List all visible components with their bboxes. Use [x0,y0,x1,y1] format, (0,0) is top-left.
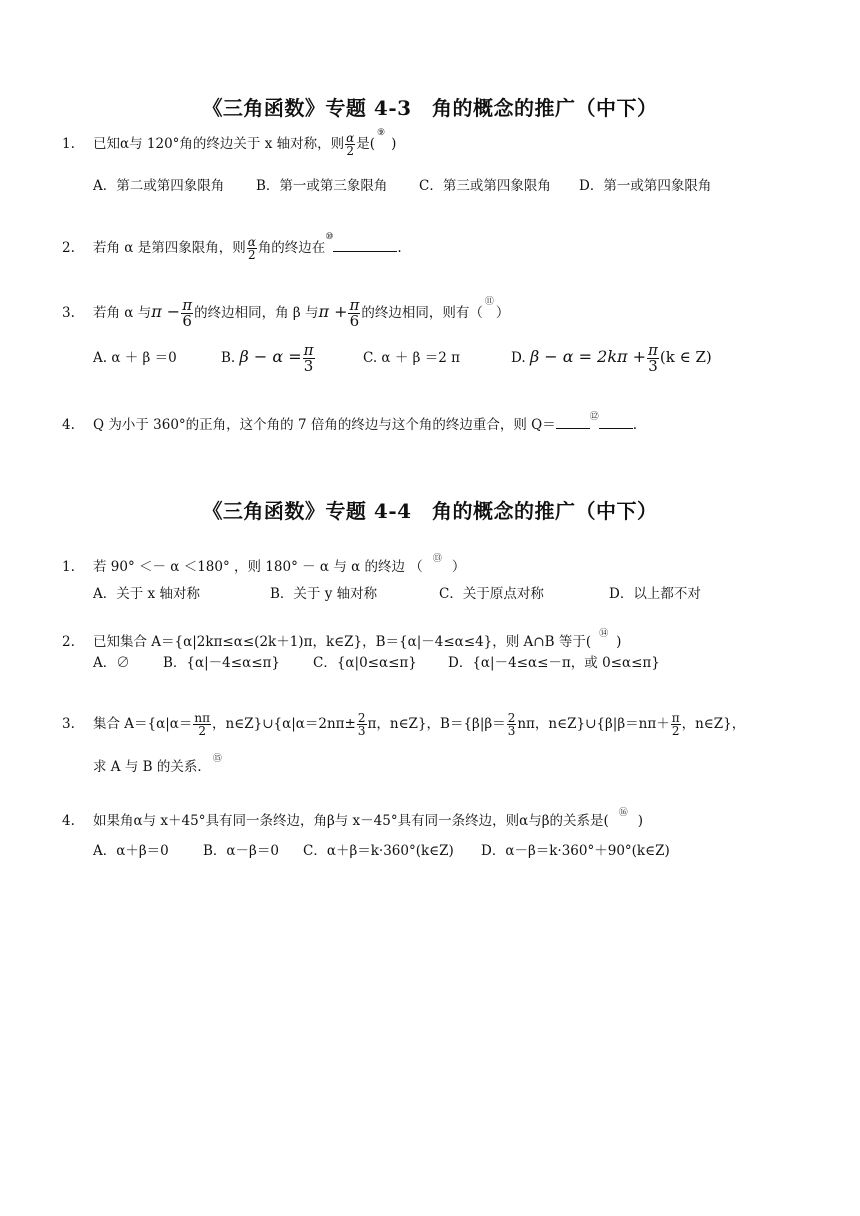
s1-question-4: 4. Q 为小于 360°的正角，这个角的 7 倍角的终边与这个角的终边重合，则 Q＝ ⑫ . [62,412,638,433]
s1-q3-options [93,343,853,374]
fraction: $\frac{2}{3}$ [357,711,366,738]
s2-question-3: 3. 集合 A＝{α|α＝ $\frac{n\pi}{2}$ ，n∈Z}∪{α|α＝2nπ± $\frac{2}{3}$ π，n∈Z}，B＝{β|β＝ $\frac{2}{3}$ nπ，n∈Z}∪{β|β＝nπ＋ $\frac{\pi}{2}$ ，n∈Z}， [62,711,746,738]
option-d: D．以上都不对 [609,586,701,602]
question-number: 3. [62,716,75,732]
fraction: $\frac{\pi}{6}$ [182,296,193,330]
question-number: 3. [62,305,75,321]
section2-title: 《三角函数》专题 4-4 角的概念的推广（中下） [202,499,658,523]
footnote-marker: ⑩ [325,232,334,242]
answer-blank[interactable] [556,416,590,429]
footnote-marker: ⑪ [484,297,494,307]
option-d: D. β − α = 2kπ + $\frac{\pi}{3}$ (k ∈ Z) [511,341,712,375]
option-b: B．关于 y 轴对称 [270,586,378,602]
option-d: D．α－β＝k·360°＋90°(k∈Z) [481,843,670,859]
s1-q1-options [93,174,853,194]
footnote-marker: ⑭ [599,629,609,639]
s1-question-1: 1. 已知α与 120°角的终边关于 x 轴对称，则 $\frac{\alpha}{2}$ 是(⑨) [62,128,397,158]
option-b: B．{α|－4≤α≤π} [163,655,280,671]
option-d: D．{α|－4≤α≤－π，或 0≤α≤π} [448,655,660,671]
option-a: A．α＋β＝0 [93,843,169,859]
question-number: 2. [62,634,75,650]
option-c: C．α＋β＝k·360°(k∈Z) [303,843,454,859]
s2-q4-options [93,839,853,859]
footnote-marker: ⑮ [212,754,222,764]
answer-blank[interactable] [333,239,397,252]
question-number: 2. [62,240,75,256]
option-c: C．{α|0≤α≤π} [313,655,417,671]
footnote-marker: ⑫ [589,412,599,422]
option-b: B．α－β＝0 [203,843,279,859]
option-c: C．关于原点对称 [439,586,544,602]
s2-question-3-line2: 求 A 与 B 的关系． ⑮ [93,754,222,775]
option-d: D．第一或第四象限角 [579,178,712,194]
question-number: 4. [62,813,75,829]
fraction: $\frac{\alpha}{2}$ [346,131,355,158]
footnote-marker: ⑯ [618,808,628,818]
question-number: 1. [62,559,75,575]
answer-blank[interactable] [599,416,633,429]
s2-q2-options [93,651,853,671]
s2-question-2: 2. 已知集合 A＝{α|2kπ≤α≤(2k＋1)π，k∈Z}，B＝{α|－4≤α≤4}，则 A∩B 等于( ⑭ ) [62,629,622,650]
option-c: C．第三或第四象限角 [419,178,551,194]
option-a: A. α ＋ β ＝0 [93,350,177,366]
s1-question-2: 2. 若角 α 是第四象限角，则 $\frac{\alpha}{2}$ 角的终边在⑩. [62,232,402,262]
s2-q1-options [93,582,853,602]
section1-title: 《三角函数》专题 4-3 角的概念的推广（中下） [202,96,658,120]
s2-question-4: 4. 如果角α与 x＋45°具有同一条终边，角β与 x－45°具有同一条终边，则α与β的关系是( ⑯ ) [62,808,644,829]
option-c: C. α ＋ β ＝2 π [363,350,460,366]
fraction: $\frac{n\pi}{2}$ [194,711,211,738]
option-b: B．第一或第三象限角 [256,178,388,194]
footnote-marker: ⑨ [377,128,386,138]
fraction: $\frac{\pi}{6}$ [349,296,360,330]
option-a: A．关于 x 轴对称 [93,586,200,602]
question-number: 4. [62,417,75,433]
fraction: $\frac{\pi}{2}$ [671,711,680,738]
option-a: A．第二或第四象限角 [93,178,225,194]
question-number: 1. [62,136,75,152]
footnote-marker: ⑬ [432,554,442,564]
fraction: $\frac{2}{3}$ [507,711,516,738]
question-text: 已知α与 120°角的终边关于 x 轴对称，则 [93,136,345,152]
s2-question-1: 1. 若 90° ＜－ α ＜180° ，则 180° － α 与 α 的终边 （ ⑬ ） [62,554,466,575]
option-a: A．∅ [93,655,130,671]
s1-question-3: 3. 若角 α 与π − $\frac{\pi}{6}$ 的终边相同，角 β 与π + $\frac{\pi}{6}$ 的终边相同，则有（⑪） [62,296,510,330]
option-b: B. β − α = $\frac{\pi}{3}$ [221,341,314,375]
fraction: $\frac{\alpha}{2}$ [247,235,256,262]
